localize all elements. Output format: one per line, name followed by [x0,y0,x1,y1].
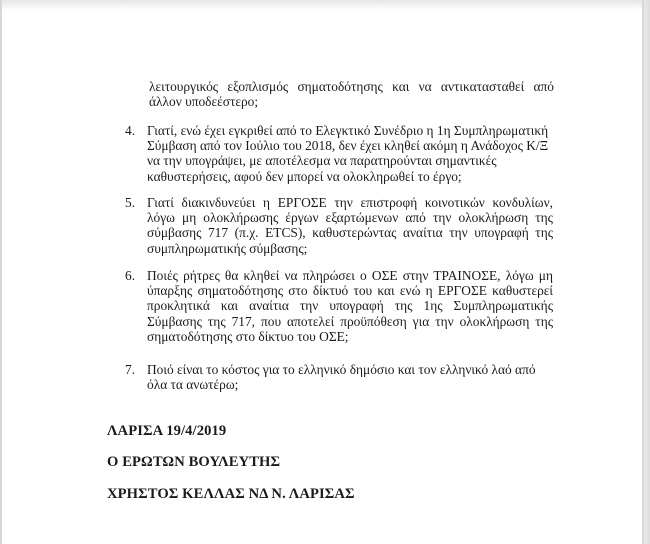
signature-place-date: ΛΑΡΙΣΑ 19/4/2019 [107,423,227,439]
item-number: 7. [125,362,136,377]
item-number: 5. [125,195,136,210]
item-number: 4. [125,123,136,138]
signature-role: Ο ΕΡΩΤΩΝ ΒΟΥΛΕΥΤΗΣ [107,454,281,470]
page-left-edge [0,0,2,544]
question-item-5 [125,195,555,256]
page-top-shadow [0,0,650,10]
question-item-4 [125,123,555,184]
page-right-edge [642,0,650,544]
question-item-7 [125,362,555,392]
signature-name: ΧΡΗΣΤΟΣ ΚΕΛΛΑΣ ΝΔ Ν. ΛΑΡΙΣΑΣ [107,486,355,502]
item-number: 6. [125,268,136,283]
item-text: Γιατί, ενώ έχει εγκριθεί από το Ελεγκτικό Συνέδριο η 1η Συμπληρωματική Σύμβαση από τον Ιούλιο του 2018, δεν έχει κληθεί ακόμη η Ανάδοχος Κ/Ξ να την υπογράψει, με αποτέλεσμα να παρατηρούνται σημαντικές καθυστερήσεις, αφού δεν μπορεί να ολοκληρωθεί το έργο; [147,123,549,184]
item-text: Ποιές ρήτρες θα κληθεί να πληρώσει ο ΟΣΕ στην ΤΡΑΙΝΟΣΕ, λόγω μη ύπαρξης σηματοδότησης στο δίκτυό του και ενώ η ΕΡΓΟΣΕ καθυστερεί προκλητικά και αναίτια την υπογραφή της 1ης Συμπληρωματικής Σύμβασης της 717, που αποτελεί προϋπόθεση για την ολοκλήρωση της σηματοδότησης στο δίκτυο του ΟΣΕ; [147,268,553,344]
continued-paragraph: λειτουργικός εξοπλισμός σηματοδότησης και να αντικατασταθεί από άλλον υποδεέστερο; [149,79,554,110]
question-item-6 [125,268,555,344]
item-text: Γιατί διακινδυνεύει η ΕΡΓΟΣΕ την επιστροφή κοινοτικών κονδυλίων, λόγω μη ολοκλήρωσης έργων εξαρτώμενων από την ολοκλήρωση της σύμβασης 717 (π.χ. ETCS), καθυστερώντας αναίτια την υπογραφή της συμπληρωματικής σύμβασης; [147,195,553,256]
item-text: Ποιό είναι το κόστος για το ελληνικό δημόσιο και τον ελληνικό λαό από όλα τα ανωτέρω; [147,362,536,393]
